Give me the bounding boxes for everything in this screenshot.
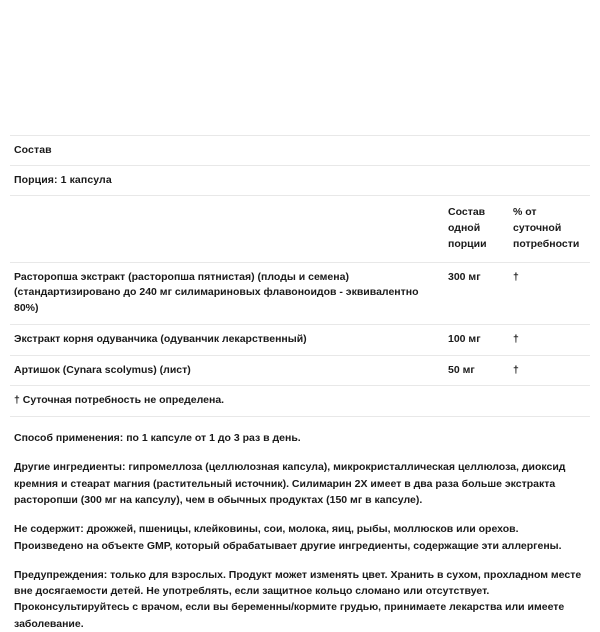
section-title: Состав: [14, 144, 52, 156]
serving-size-line: Порция: 1 капсула: [14, 174, 112, 187]
ingredient-amount: 100 мг: [444, 324, 509, 355]
ingredient-name: Артишок (Cynara scolymus) (лист): [10, 355, 444, 386]
table-row: [10, 324, 590, 355]
table-row: [10, 262, 590, 324]
table-header-row: [10, 196, 590, 262]
table-head: [10, 196, 590, 262]
usage-directions: Способ применения: по 1 капсуле от 1 до 3 раз в день.: [14, 432, 301, 445]
allergen-free-statement: Не содержит: дрожжей, пшеницы, клейковины, сои, молока, яиц, рыбы, моллюсков или орехов. Произведено на объекте GMP, который обрабатывает другие ингредиенты, содержащие эти аллергены.: [14, 523, 562, 552]
top-whitespace: [10, 0, 590, 135]
ingredient-amount: 50 мг: [444, 355, 509, 386]
table-footnote-row: [10, 386, 590, 417]
column-header-ingredient: [10, 196, 444, 262]
daily-value-footnote: † Суточная потребность не определена.: [10, 386, 590, 417]
ingredient-daily-value: †: [509, 355, 590, 386]
ingredient-name: Расторопша экстракт (расторопша пятнистая) (плоды и семена) (стандартизировано до 240 мг силимариновых флавоноидов - эквивалентно 80%): [10, 262, 444, 324]
table-body: [10, 262, 590, 417]
column-header-amount-per-serving: Состав одной порции: [444, 196, 509, 262]
supplement-facts-table: [10, 195, 590, 417]
column-header-daily-value: % от суточной потребности: [509, 196, 590, 262]
ingredient-daily-value: †: [509, 262, 590, 324]
warnings: Предупреждения: только для взрослых. Продукт может изменять цвет. Хранить в сухом, прохладном месте вне досягаемости детей. Не употреблять, если защитное кольцо сломано или отсутствует. Проконсультируйтесь с врачом, если вы беременны/кормите грудью, принимаете лекарства или имеете заболевание.: [14, 568, 582, 630]
ingredient-daily-value: †: [509, 324, 590, 355]
table-row: [10, 355, 590, 386]
other-ingredients: Другие ингредиенты: гипромеллоза (целлюлозная капсула), микрокристаллическая целлюлоза, диоксид кремния и стеарат магния (растительный источник). Силимарин 2X имеет в два раза больше экстракта расторопши (300 мг на капсулу), чем в обычных продуктах (150 мг в капсуле).: [14, 461, 566, 506]
ingredient-amount: 300 мг: [444, 262, 509, 324]
ingredient-name: Экстракт корня одуванчика (одуванчик лекарственный): [10, 324, 444, 355]
